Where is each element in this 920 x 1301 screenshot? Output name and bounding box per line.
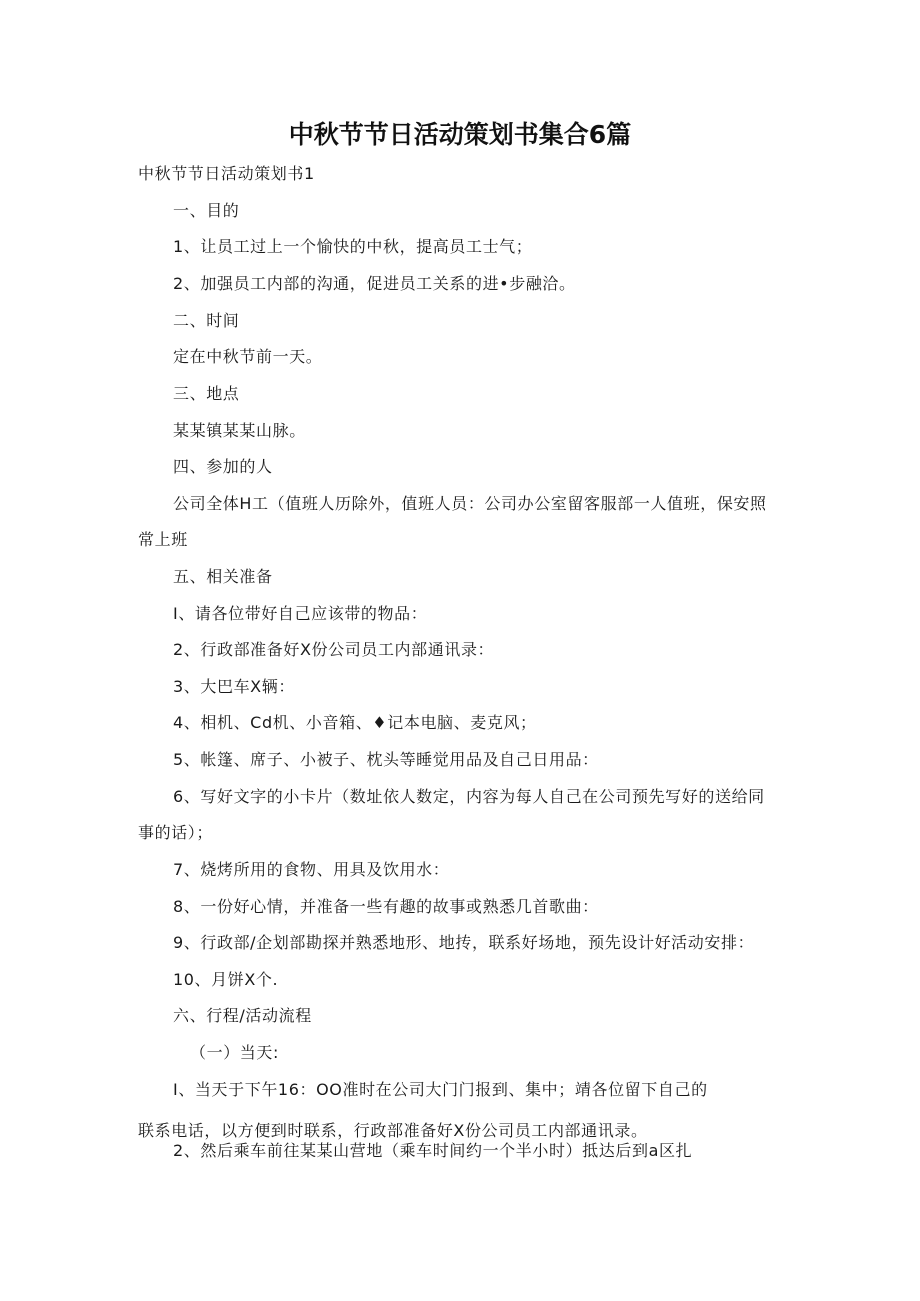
- paragraph: 9、行政部/企划部勘探并熟悉地形、地抟，联系好场地，预先设计好活动安排：: [173, 933, 755, 952]
- paragraph: 8、一份好心情，并准备一些有趣的故事或熟悉几首歌曲：: [173, 897, 599, 916]
- paragraph: 5、帐篷、席子、小被子、枕头等睡觉用品及自己日用品：: [173, 750, 599, 769]
- paragraph: 1、让员工过上一个愉快的中秋，提高员工士气；: [173, 237, 533, 256]
- paragraph: 7、烧烤所用的食物、用具及饮用水：: [173, 860, 450, 879]
- paragraph: I、请各位带好自己应该带的物品：: [173, 604, 428, 623]
- paragraph: I、当天于下午16：OO准时在公司大门门报到、集中；靖各位留下自己的: [173, 1080, 708, 1099]
- paragraph: 三、地点: [173, 384, 240, 403]
- paragraph: 事的话）；: [138, 823, 214, 842]
- paragraph: 某某镇某某山脉。: [173, 421, 306, 440]
- paragraph: 联系电话，以方便到时联系，行政部准备好X份公司员工内部通讯录。: [138, 1121, 648, 1140]
- document-title: 中秋节节日活动策划书集合6篇: [288, 120, 632, 149]
- paragraph: 四、参加的人: [173, 457, 273, 476]
- paragraph: 4、相机、Cd机、小音箱、♦记本电脑、麦克风；: [173, 713, 537, 732]
- paragraph: 3、大巴车X辆：: [173, 677, 295, 696]
- paragraph: 6、写好文字的小卡片（数址依人数定，内容为每人自己在公司预先写好的送给同: [173, 787, 765, 806]
- paragraph: 2、行政部准备好X份公司员工内部通讯录：: [173, 640, 495, 659]
- paragraph: （一）当天:: [190, 1043, 279, 1062]
- paragraph: 2、然后乘车前往某某山营地（乘车时间约一个半小时）抵达后到a区扎: [173, 1141, 693, 1160]
- paragraph: 公司全体H工（值班人历除外，值班人员：公司办公室留客服部一人值班，保安照: [173, 494, 767, 513]
- paragraph: 一、目的: [173, 201, 240, 220]
- paragraph: 2、加强员工内部的沟通，促进员工关系的进•步融洽。: [173, 274, 576, 293]
- paragraph: 常上班: [138, 530, 188, 549]
- paragraph: 定在中秋节前一天。: [173, 347, 323, 366]
- section-heading: 中秋节节日活动策划书1: [138, 164, 315, 183]
- paragraph: 10、月饼X个.: [173, 970, 279, 989]
- paragraph: 五、相关准备: [173, 567, 273, 586]
- paragraph: 六、行程/活动流程: [173, 1006, 312, 1025]
- paragraph: 二、时间: [173, 311, 240, 330]
